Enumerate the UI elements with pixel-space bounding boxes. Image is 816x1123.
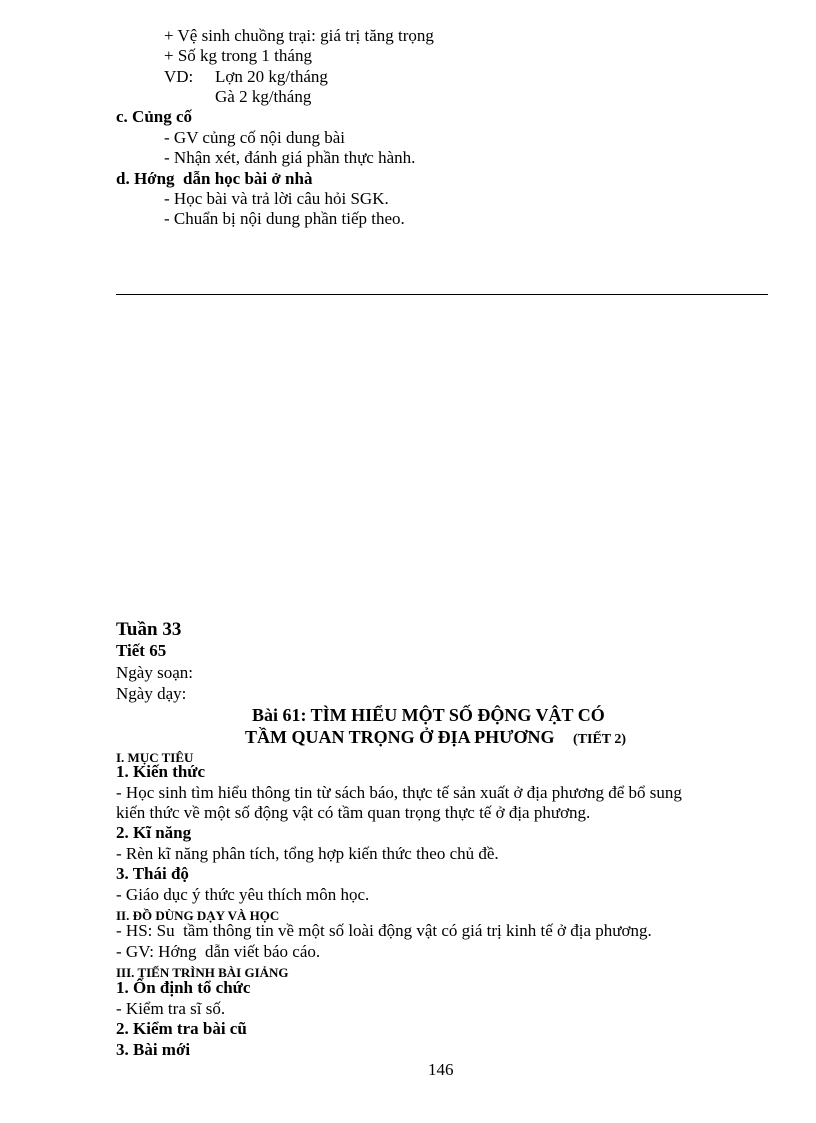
period-label: Tiết 65 [116, 641, 167, 660]
huong-dan-line-2: - Chuẩn bị nội dung phần tiếp theo. [164, 209, 405, 228]
heading-review: 2. Kiểm tra bài cũ [116, 1019, 247, 1038]
lesson-title-text: TẦM QUAN TRỌNG Ở ĐỊA PHƯƠNG [245, 727, 555, 747]
heading-cung-co: c. Củng cố [116, 107, 193, 126]
teach-date: Ngày dạy: [116, 684, 187, 703]
section-divider [116, 294, 768, 295]
knowledge-text-2: kiến thức về một số động vật có tầm quan trọng thực tế ở địa phương. [116, 803, 591, 822]
knowledge-text-1: - Học sinh tìm hiểu thông tin từ sách báo, thực tế sản xuất ở địa phương để bổ sung [116, 783, 682, 802]
materials-gv: - GV: Hớng dẫn viết báo cáo. [116, 942, 321, 961]
heading-new-lesson: 3. Bài mới [116, 1040, 191, 1059]
heading-knowledge: 1. Kiến thức [116, 762, 206, 781]
lesson-title-line-1: Bài 61: TÌM HIỂU MỘT SỐ ĐỘNG VẬT CÓ [252, 705, 605, 725]
section-objectives: I. MỤC TIÊU [116, 750, 194, 765]
materials-hs: - HS: Su tầm thông tin về một số loài động vật có giá trị kinh tế ở địa phương. [116, 921, 652, 940]
vd-line-pig: Lợn 20 kg/tháng [215, 67, 328, 86]
organization-text: - Kiểm tra sĩ số. [116, 999, 226, 1018]
heading-attitude: 3. Thái độ [116, 864, 189, 883]
vd-line-chicken: Gà 2 kg/tháng [215, 87, 312, 106]
page-number: 146 [428, 1060, 454, 1079]
week-label: Tuần 33 [116, 619, 182, 640]
cung-co-line-1: - GV củng cố nội dung bài [164, 128, 345, 147]
section-materials: II. ĐỒ DÙNG DẠY VÀ HỌC [116, 908, 280, 923]
heading-huong-dan: d. Hớng dẫn học bài ở nhà [116, 169, 313, 188]
heading-skills: 2. Kĩ năng [116, 823, 192, 842]
heading-organization: 1. Ổn định tổ chức [116, 978, 251, 997]
lesson-title-line-2 [245, 727, 626, 750]
prep-date: Ngày soạn: [116, 663, 193, 682]
plus-line-kg-per-month: + Số kg trong 1 tháng [164, 46, 312, 65]
vd-label: VD: [164, 67, 194, 86]
cung-co-line-2: - Nhận xét, đánh giá phần thực hành. [164, 148, 416, 167]
plus-line-hygiene: + Vệ sinh chuồng trại: giá trị tăng trọng [164, 26, 434, 45]
lesson-title-part: (TIẾT 2) [573, 732, 627, 747]
huong-dan-line-1: - Học bài và trả lời câu hỏi SGK. [164, 189, 389, 208]
section-procedure: III. TIẾN TRÌNH BÀI GIẢNG [116, 965, 289, 980]
attitude-text: - Giáo dục ý thức yêu thích môn học. [116, 885, 370, 904]
skills-text: - Rèn kĩ năng phân tích, tổng hợp kiến thức theo chủ đề. [116, 844, 499, 863]
